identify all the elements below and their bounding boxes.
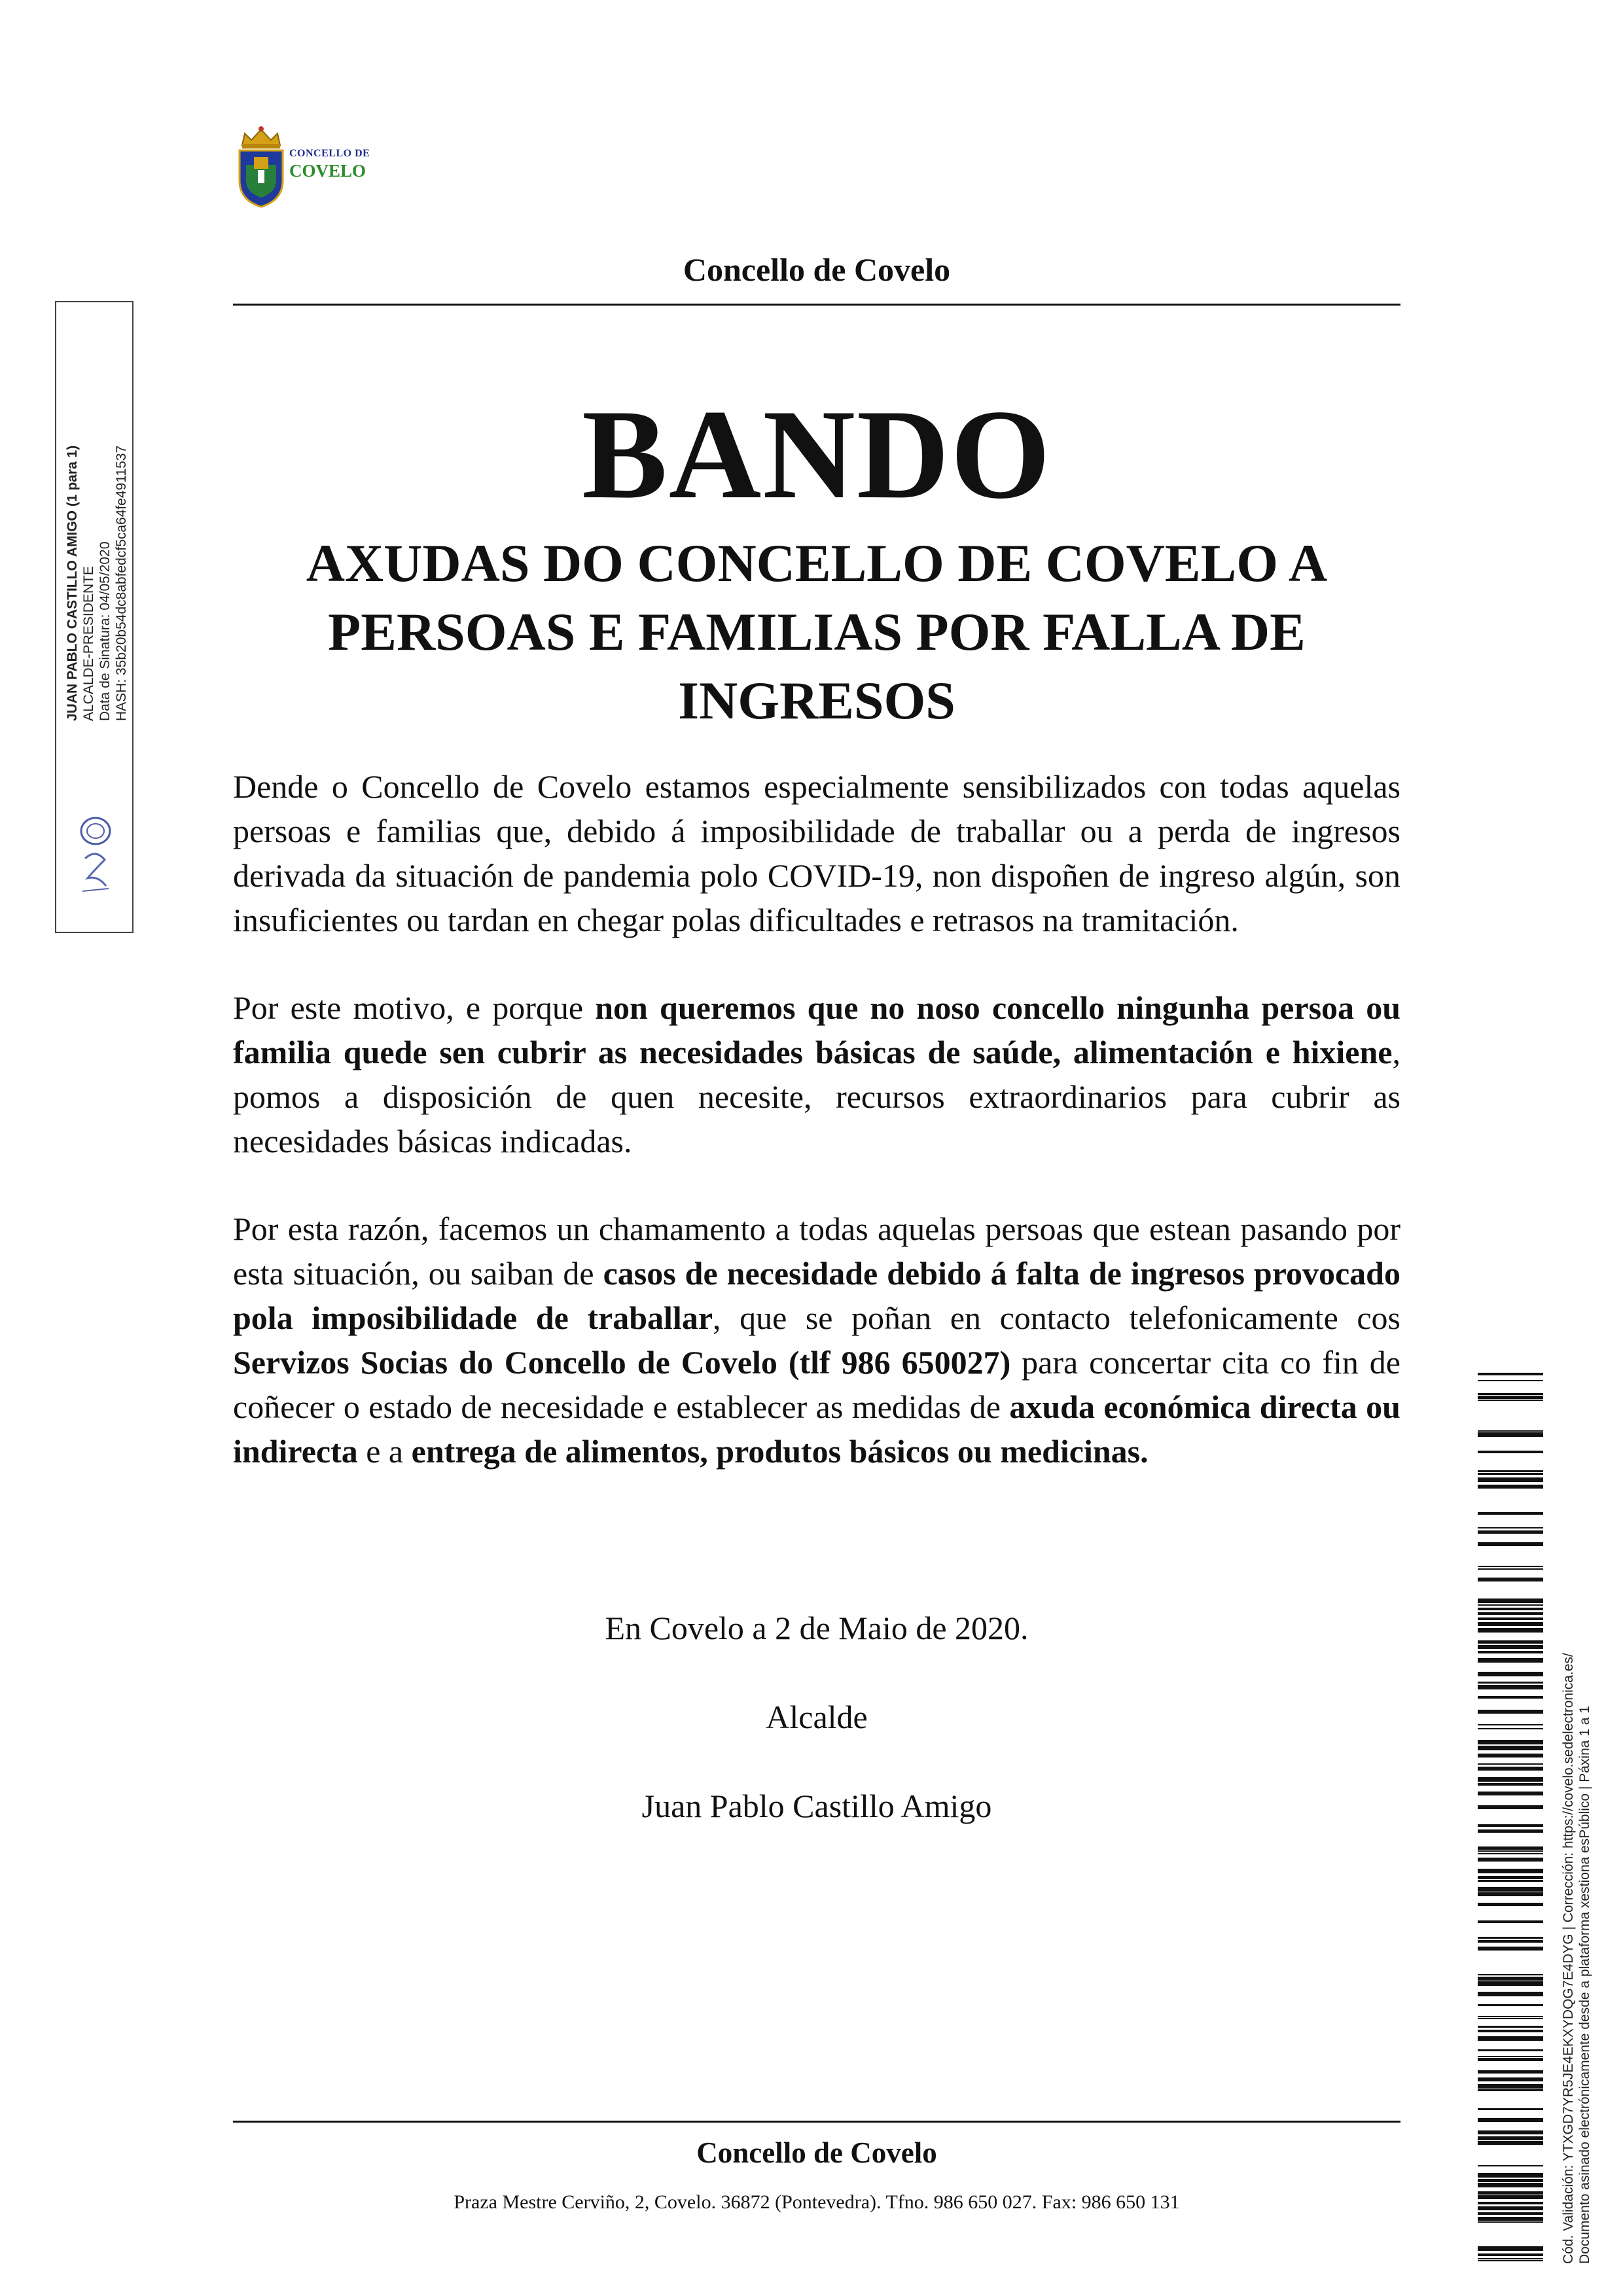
concello-logo xyxy=(236,124,386,209)
header-title: Concello de Covelo xyxy=(683,251,951,288)
emphasis-text: non queremos que no noso concello ningunha persoa ou familia quede sen cubrir as necesidades básicas de saúde, alimentación e hixiene xyxy=(233,989,1401,1070)
signature-details xyxy=(64,99,130,721)
signer-name: Juan Pablo Castillo Amigo xyxy=(641,1788,992,1824)
validation-barcode-icon xyxy=(1478,1373,1543,2263)
validation-code: Cód. Validación: YTXGD7YR5JE4EKXYDQG7E4DYG | Corrección: https://covelo.sedelectronica.es/ xyxy=(1561,1653,1576,2264)
document-title: BANDO xyxy=(582,383,1052,525)
signature-position: ALCALDE-PRESIDENTE xyxy=(81,566,96,721)
logo-text-line2: COVELO xyxy=(289,161,366,181)
document-body xyxy=(233,764,1400,1517)
logo-text-line1: CONCELLO DE xyxy=(289,148,370,159)
footer-title: Concello de Covelo xyxy=(696,2136,937,2169)
body-paragraph-1 xyxy=(233,764,1400,942)
footer-divider xyxy=(233,2121,1400,2123)
validation-platform: Documento asinado electrónicamente desde a plataforma xestiona esPúblico | Páxina 1 a 1 xyxy=(1577,1706,1592,2264)
body-paragraph-2 xyxy=(233,985,1400,1163)
body-text: Dende o Concello de Covelo estamos especialmente sensibilizados con todas aquelas persoas e familias que, debido á imposibilidade de traballar ou a perda de ingresos derivada da situación de pandemia polo COVID-19, non dispoñen de ingreso algún, son insuficientes ou tardan en chegar polas dificultades e retrasos na tramitación. xyxy=(233,768,1400,938)
body-text: Por esta razón, facemos un chamamento a todas aquelas persoas que estean pasando por esta situación, ou saiban de xyxy=(233,1210,1400,1292)
footer-address: Praza Mestre Cerviño, 2, Covelo. 36872 (Pontevedra). Tfno. 986 650 027. Fax: 986 650 131 xyxy=(454,2191,1180,2213)
signature-hash: HASH: 35b20b54dc8abfedcf5ca64fe4911537 xyxy=(114,445,129,721)
emphasis-text: Servizos Socias do Concello de Covelo (tlf 986 650027) xyxy=(233,1344,1011,1381)
signature-stamp-icon xyxy=(76,813,115,898)
emphasis-text: casos de necesidade debido á falta de ingresos provocado pola imposibilidade de traballar xyxy=(233,1255,1400,1336)
body-text: , pomos a disposición de quen necesite, recursos extraordinarios para cubrir as necesidades básicas indicadas. xyxy=(233,1034,1400,1159)
validation-details xyxy=(1560,1348,1593,2264)
body-paragraph-3 xyxy=(233,1207,1400,1474)
emphasis-text: axuda económica directa ou indirecta xyxy=(233,1388,1400,1470)
place-date: En Covelo a 2 de Maio de 2020. xyxy=(605,1610,1029,1646)
body-text: , que se poñan en contacto telefonicamente cos xyxy=(713,1299,1400,1336)
electronic-signature-box xyxy=(55,301,134,933)
signature-signer: JUAN PABLO CASTILLO AMIGO (1 para 1) xyxy=(65,445,80,721)
signer-role: Alcalde xyxy=(766,1699,868,1735)
signature-date: Data de Sinatura: 04/05/2020 xyxy=(98,541,113,721)
closing-block xyxy=(233,1606,1400,1873)
emphasis-text: entrega de alimentos, produtos básicos ou medicinas. xyxy=(411,1433,1149,1470)
header-divider xyxy=(233,304,1400,306)
coat-of-arms-icon xyxy=(236,124,287,209)
body-text: para concertar cita co fin de coñecer o estado de necesidade e establecer as medidas de xyxy=(233,1344,1400,1425)
document-subtitle: AXUDAS DO CONCELLO DE COVELO A PERSOAS E FAMILIAS POR FALLA DE INGRESOS xyxy=(306,533,1328,730)
body-text: Por este motivo, e porque xyxy=(233,989,596,1026)
body-text: e a xyxy=(357,1433,412,1470)
